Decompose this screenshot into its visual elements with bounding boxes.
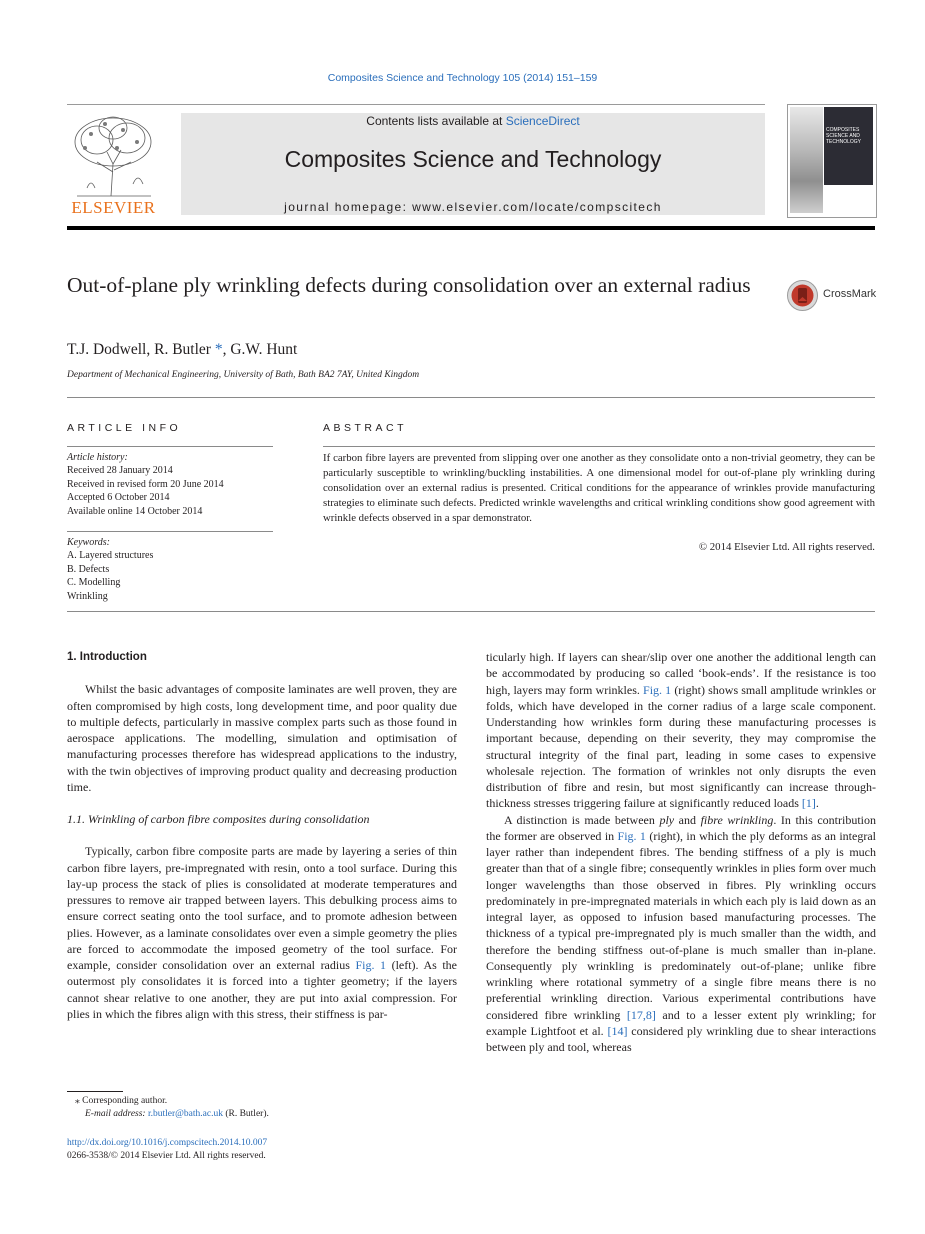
contents-prefix: Contents lists available at xyxy=(366,114,506,128)
footnote-rule xyxy=(67,1091,123,1092)
paragraph-text: (left). As the outermost ply consolidates it is forced into a tighter geometry; if the layers cannot shear relative to one another, they are put into axial compression. For plies in which the fibres align with this stress, their stiffness is par- xyxy=(67,958,457,1021)
emphasis-ply: ply xyxy=(659,812,675,827)
keyword-item: Wrinkling xyxy=(67,590,108,602)
paragraph-text: and xyxy=(674,812,701,827)
article-info-heading: ARTICLE INFO xyxy=(67,422,182,434)
cover-image xyxy=(790,107,823,213)
reference-link[interactable]: [1] xyxy=(801,796,816,811)
paragraph-text: . xyxy=(815,796,819,811)
paragraph xyxy=(486,812,876,1056)
sciencedirect-link[interactable]: ScienceDirect xyxy=(505,114,580,128)
footnote xyxy=(75,1095,269,1121)
reference-link[interactable]: [14] xyxy=(607,1023,628,1038)
paragraph-text: considered ply wrinkling due to shear interactions between ply and tool, whereas xyxy=(486,1023,876,1054)
paragraph-text: (right) shows small amplitude wrinkles or folds, which have developed in the corner radius of a large scale component. Understanding how wrinkles form during these manufacturing processes is important because, depending on their severity, they may compromise the structural integrity of the final part, leading in some cases to expensive wholesale rejection. The formation of wrinkles not only disrupts the even distribution of fibre and resin, but most significantly can increase through-thickness stresses triggering failure at significantly reduced loads xyxy=(486,682,876,811)
article-info-rule xyxy=(67,446,273,447)
body-left-column xyxy=(67,649,457,1022)
corresponding-author-star[interactable]: * xyxy=(214,341,223,358)
doi-link[interactable]: http://dx.doi.org/10.1016/j.compscitech.2014.10.007 xyxy=(67,1138,268,1148)
cover-title-panel xyxy=(824,107,873,185)
journal-citation[interactable]: Composites Science and Technology 105 (2014) 151–159 xyxy=(327,72,598,84)
keyword-item: B. Defects xyxy=(67,563,110,575)
paragraph-text: and to a lesser extent ply wrinkling; for example Lightfoot et al. xyxy=(486,1007,877,1038)
paragraph-text: A distinction is made between xyxy=(504,812,660,827)
article-history-label: Article history: xyxy=(67,452,128,463)
body-right-column xyxy=(486,649,876,1055)
crossmark-icon xyxy=(786,279,819,312)
history-accepted: Accepted 6 October 2014 xyxy=(67,492,170,504)
email-label: E-mail address: xyxy=(85,1109,148,1119)
abstract-rule xyxy=(323,446,875,447)
article-title: Out-of-plane ply wrinkling defects during consolidation over an external radius xyxy=(67,273,751,297)
abstract-body: If carbon fibre layers are prevented from slipping over one another as they consolidate onto a non-trivial geometry, they can be particularly susceptible to wrinkling/buckling instabilities. A one dimensional model for out-of-plane ply wrinkling during consolidation over an external radius is presented. Critical conditions for the appearance of wrinkles provide manufacturing strategies to eliminate such defects. Predicted wrinkle wavelengths and critical wrinkling conditions show good agreement with wrinkle defects observed in a spar demonstrator. xyxy=(323,452,875,524)
paragraph-text: . In this contribution the former are observed in xyxy=(486,812,877,843)
crossmark-button[interactable] xyxy=(786,279,876,311)
footnote-star: ⁎ xyxy=(75,1096,80,1106)
keyword-item: A. Layered structures xyxy=(67,550,154,562)
keyword-item: C. Modelling xyxy=(67,577,121,589)
history-revised: Received in revised form 20 June 2014 xyxy=(67,478,224,490)
authors-part-2[interactable]: , G.W. Hunt xyxy=(222,341,298,358)
paragraph: Whilst the basic advantages of composite laminates are well proven, they are often compromised by high costs, long development time, and poor quality due to multiple defects, particularly in massive complex parts such as those found in aerospace applications. The modelling, simulation and optimisation of manufacturing processes therefore has widespread applications to the industry, with the twin objectives of improving product quality and decreasing production time. xyxy=(67,682,457,794)
issn-line: 0266-3538/© 2014 Elsevier Ltd. All rights reserved. xyxy=(67,1151,266,1161)
history-received: Received 28 January 2014 xyxy=(67,465,173,477)
keywords-label: Keywords: xyxy=(67,537,110,548)
abstract-heading: ABSTRACT xyxy=(323,422,408,434)
paragraph-text: ticularly high. If layers can shear/slip over one another the additional length can be accommodated by producing so called ‘book-ends’. If the resistance is too high, layers may form wrinkles. xyxy=(486,650,876,697)
paragraph xyxy=(486,649,876,812)
abstract-copyright: © 2014 Elsevier Ltd. All rights reserved. xyxy=(698,541,875,553)
journal-cover-thumbnail[interactable] xyxy=(787,104,877,218)
paragraph-text: Typically, carbon fibre composite parts are made by layering a series of thin carbon fibre layers, pre-impregnated with resin, onto a tool surface. During this lay-up process the stack of plies is consolidated at moderate temperatures and pressures to remove air trapped between layers. This debulking process aims to ensure correct seating onto the tool surface, and to promote adhesion between plies. However, as a laminate consolidates over even a simple geometry the plies are forced to accommodate the imposed geometry of the tool surface. For example, consider consolidation over an external radius xyxy=(67,844,457,972)
figure-link[interactable]: Fig. 1 xyxy=(617,828,646,843)
elsevier-wordmark: ELSEVIER xyxy=(71,198,156,217)
figure-link[interactable]: Fig. 1 xyxy=(355,958,387,972)
authors-part-1[interactable]: T.J. Dodwell, R. Butler xyxy=(67,341,211,358)
subsection-heading: 1.1. Wrinkling of carbon fibre composites during consolidation xyxy=(67,812,370,826)
footnote-corresponding: Corresponding author. xyxy=(82,1096,168,1106)
crossmark-label: CrossMark xyxy=(823,288,877,300)
author-email-link[interactable]: r.butler@bath.ac.uk xyxy=(147,1109,223,1119)
article-history xyxy=(67,451,277,518)
history-online: Available online 14 October 2014 xyxy=(67,505,203,517)
page-footer xyxy=(67,1137,267,1163)
elsevier-logo[interactable] xyxy=(67,112,160,218)
paragraph-text: (right), in which the ply deforms as an integral layer rather than independent fibres. The bending stiffness of a ply is much greater than that of a single fibre; consequently wrinkles in plies form over much longer wavelengths than those observed in fibres. Ply wrinkling occurs predominately in pre-impregnated materials in which each ply is laid down as an integral layer, as opposed to infusion based manufacturing processes. The thickness of a typical pre-impregnated ply is much smaller than the width, and therefore the bending stiffness out-of-plane is much smaller than in-plane. Consequently ply wrinkling is predominately out-of-plane; unlike fibre wrinkling where rotational symmetry of a single fibre means there is no preferential wrinkling direction. Various experimental contributions have considered fibre wrinkling xyxy=(486,828,877,1022)
contents-line xyxy=(181,114,765,128)
email-suffix: (R. Butler). xyxy=(222,1109,269,1119)
title-divider xyxy=(67,397,875,398)
section-heading-introduction: 1. Introduction xyxy=(67,651,147,663)
paragraph xyxy=(67,843,457,1022)
front-matter-divider xyxy=(67,611,875,612)
figure-link[interactable]: Fig. 1 xyxy=(643,682,672,697)
journal-title: Composites Science and Technology xyxy=(284,146,662,172)
emphasis-fibre-wrinkling: fibre wrinkling xyxy=(700,812,774,827)
author-list xyxy=(67,341,297,359)
author-affiliation: Department of Mechanical Engineering, University of Bath, Bath BA2 7AY, United Kingdom xyxy=(67,370,420,380)
keywords-list xyxy=(67,536,277,603)
header-bottom-rule xyxy=(67,226,875,230)
journal-homepage[interactable]: journal homepage: www.elsevier.com/locate/compscitech xyxy=(284,200,662,214)
elsevier-tree-icon xyxy=(67,112,160,198)
header-top-rule xyxy=(67,104,765,105)
cover-title: COMPOSITES SCIENCE AND TECHNOLOGY xyxy=(826,127,862,145)
keywords-rule xyxy=(67,531,273,532)
reference-link[interactable]: [17,8] xyxy=(626,1007,656,1022)
